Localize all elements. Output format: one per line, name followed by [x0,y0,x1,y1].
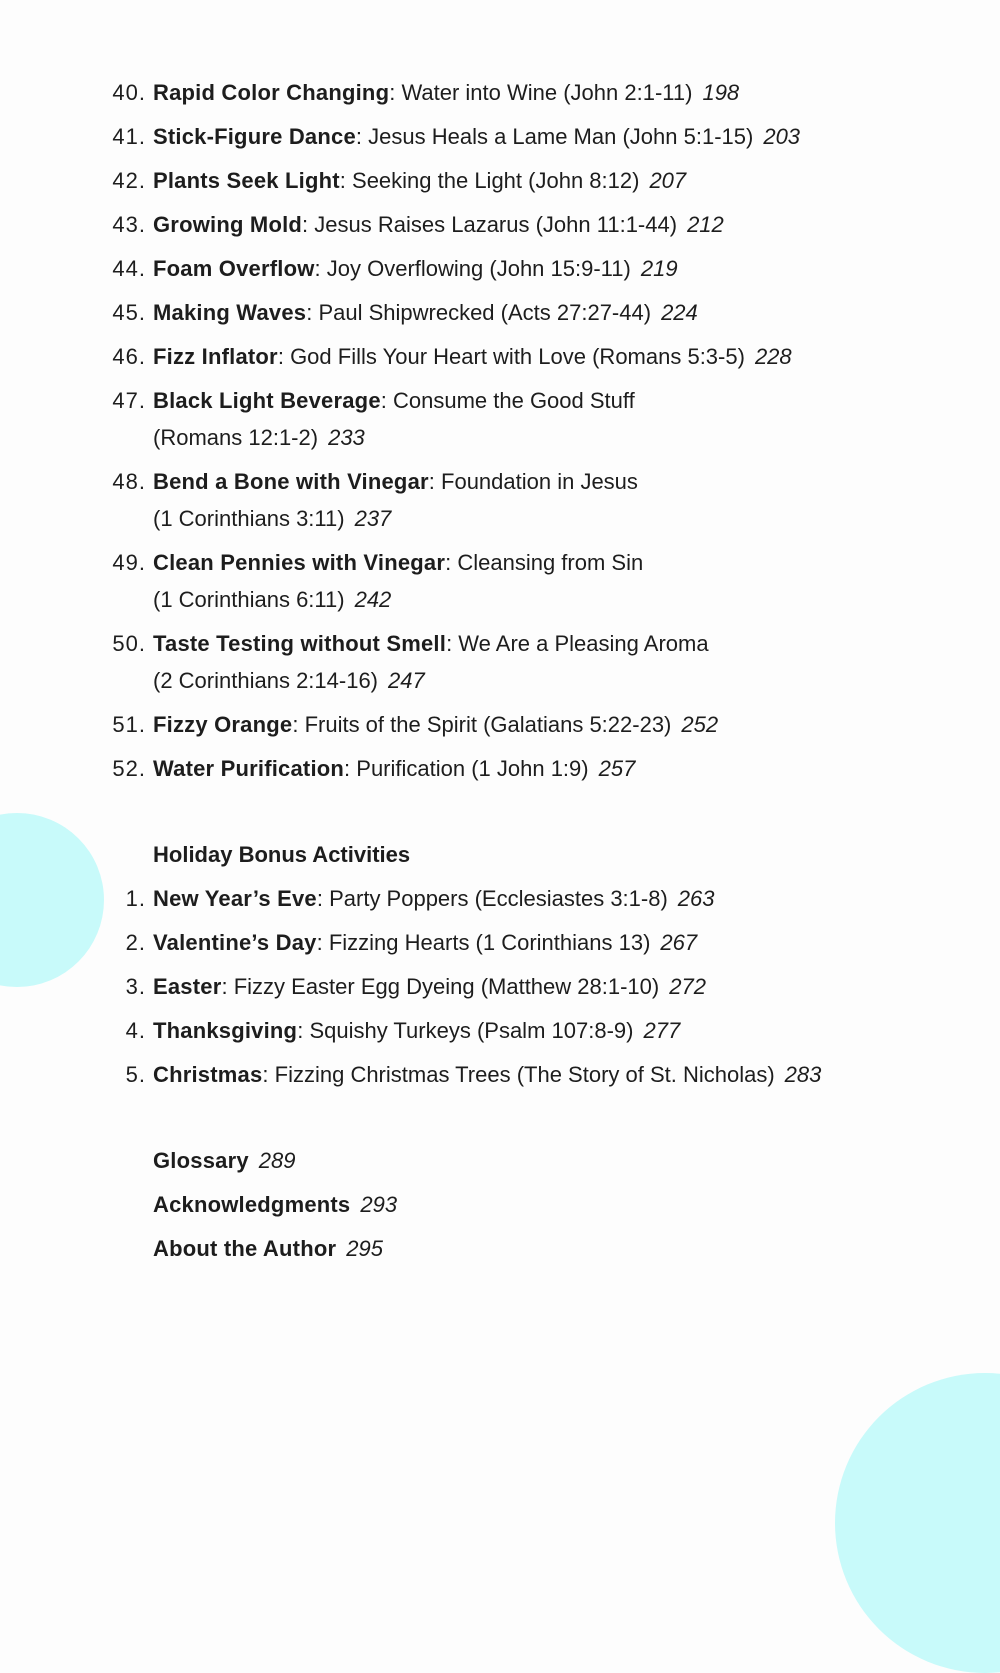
page-number: 289 [258,1148,296,1173]
entry-description-continued: (1 Corinthians 6:11) [153,587,345,612]
entry-title: Easter [153,974,222,999]
toc-entry: Clean Pennies with Vinegar: Cleansing from Sin [153,550,644,575]
toc-entry: Bend a Bone with Vinegar: Foundation in Jesus [153,469,638,494]
entry-title: Rapid Color Changing [153,80,390,105]
chapter-number: 44. [112,256,146,281]
entry-title: Making Waves [153,300,307,325]
page-number: 267 [660,930,698,955]
toc-entry: Plants Seek Light: Seeking the Light (John 8:12) 207 [153,168,687,193]
entry-description: Joy Overflowing (John 15:9-11) [326,256,631,281]
chapter-number: 47. [112,388,146,413]
chapter-number: 45. [112,300,146,325]
toc-entry-about-author [153,1235,383,1263]
page-number: 198 [702,80,740,105]
entry-title: Acknowledgments [153,1192,351,1217]
entry-description: Foundation in Jesus [441,469,638,494]
entry-description: Purification (1 John 1:9) [356,756,589,781]
entry-description: Seeking the Light (John 8:12) [352,168,640,193]
toc-entry: Easter: Fizzy Easter Egg Dyeing (Matthew 28:1-10) 272 [153,974,706,999]
toc-entry: Water Purification: Purification (1 John 1:9) 257 [153,756,636,781]
entry-description: Fizzing Christmas Trees (The Story of St. Nicholas) [274,1062,775,1087]
page-number: 247 [388,668,425,693]
chapter-number: 50. [112,631,146,656]
toc-entry-glossary [153,1147,296,1175]
page-number: 272 [669,974,706,999]
toc-entry-continuation [153,424,365,452]
page-number: 207 [649,168,687,193]
entry-title: Fizzy Orange [153,712,293,737]
entry-description: We Are a Pleasing Aroma [458,631,709,656]
page-number: 277 [643,1018,681,1043]
page-number: 242 [354,587,392,612]
item-number: 5. [125,1062,146,1087]
chapter-number: 52. [112,756,146,781]
entry-title: Black Light Beverage [153,388,381,413]
page-number: 295 [346,1236,383,1261]
chapter-number: 49. [112,550,146,575]
page-number: 224 [661,300,698,325]
toc-entry: Growing Mold: Jesus Raises Lazarus (John 11:1-44) 212 [153,212,724,237]
entry-description: Fizzy Easter Egg Dyeing (Matthew 28:1-10) [233,974,660,999]
entry-description: Consume the Good Stuff [392,388,635,413]
page-number: 228 [754,344,792,369]
toc-entry: Taste Testing without Smell: We Are a Pleasing Aroma [153,631,709,656]
entry-description: Fruits of the Spirit (Galatians 5:22-23) [304,712,672,737]
toc-entry-continuation [153,505,391,533]
entry-description: God Fills Your Heart with Love (Romans 5:3-5) [290,344,745,369]
chapter-number: 40. [112,80,146,105]
page-number: 212 [687,212,724,237]
page-number: 237 [354,506,392,531]
entry-title: Foam Overflow [153,256,315,281]
entry-description-continued: (1 Corinthians 3:11) [153,506,345,531]
entry-title: Valentine’s Day [153,930,317,955]
decorative-circle-left [0,813,104,987]
toc-entry: Thanksgiving: Squishy Turkeys (Psalm 107:8-9) 277 [153,1018,681,1043]
toc-entry: Christmas: Fizzing Christmas Trees (The Story of St. Nicholas) 283 [153,1062,822,1087]
chapter-number: 42. [112,168,146,193]
entry-title: Growing Mold [153,212,303,237]
entry-title: Plants Seek Light [153,168,340,193]
toc-entry: Making Waves: Paul Shipwrecked (Acts 27:27-44) 224 [153,300,698,325]
entry-title: Fizz Inflator [153,344,278,369]
entry-title: About the Author [153,1236,337,1261]
chapter-number: 48. [112,469,146,494]
entry-title: Taste Testing without Smell [153,631,447,656]
entry-title: Water Purification [153,756,345,781]
entry-description: Jesus Raises Lazarus (John 11:1-44) [314,212,678,237]
page-number: 257 [598,756,636,781]
page-number: 252 [681,712,719,737]
toc-entry-continuation [153,667,425,695]
page-number: 283 [784,1062,822,1087]
toc-entry: Stick-Figure Dance: Jesus Heals a Lame Man (John 5:1-15) 203 [153,124,801,149]
item-number: 3. [125,974,146,999]
chapter-number: 41. [112,124,146,149]
toc-entry: New Year’s Eve: Party Poppers (Ecclesiastes 3:1-8) 263 [153,886,715,911]
decorative-circle-right [835,1373,1000,1673]
entry-title: New Year’s Eve [153,886,317,911]
toc-entry-acknowledgments [153,1191,397,1219]
toc-entry: Fizzy Orange: Fruits of the Spirit (Galatians 5:22-23) 252 [153,712,719,737]
item-number: 1. [125,886,146,911]
entry-title: Christmas [153,1062,263,1087]
page-number: 219 [640,256,678,281]
toc-entry: Rapid Color Changing: Water into Wine (John 2:1-11) 198 [153,80,740,105]
entry-title: Thanksgiving [153,1018,298,1043]
entry-description: Paul Shipwrecked (Acts 27:27-44) [318,300,652,325]
chapter-number: 46. [112,344,146,369]
page-number: 203 [763,124,801,149]
toc-entry: Black Light Beverage: Consume the Good Stuff [153,388,635,413]
entry-description: Cleansing from Sin [457,550,644,575]
page-number: 293 [360,1192,398,1217]
entry-title: Bend a Bone with Vinegar [153,469,429,494]
toc-entry: Fizz Inflator: God Fills Your Heart with Love (Romans 5:3-5) 228 [153,344,792,369]
toc-entry: Valentine’s Day: Fizzing Hearts (1 Corinthians 13) 267 [153,930,698,955]
toc-entry: Foam Overflow: Joy Overflowing (John 15:9-11) 219 [153,256,678,281]
entry-description: Party Poppers (Ecclesiastes 3:1-8) [329,886,668,911]
entry-description: Water into Wine (John 2:1-11) [401,80,693,105]
entry-description: Squishy Turkeys (Psalm 107:8-9) [309,1018,634,1043]
section-heading: Holiday Bonus Activities [153,842,411,867]
entry-description-continued: (2 Corinthians 2:14-16) [153,668,379,693]
page-number: 263 [677,886,715,911]
item-number: 2. [125,930,146,955]
toc-entry-continuation [153,586,391,614]
entry-title: Clean Pennies with Vinegar [153,550,446,575]
chapter-number: 43. [112,212,146,237]
item-number: 4. [125,1018,146,1043]
page-number: 233 [328,425,365,450]
chapter-number: 51. [112,712,146,737]
entry-title: Stick-Figure Dance [153,124,356,149]
entry-description: Jesus Heals a Lame Man (John 5:1-15) [368,124,754,149]
entry-title: Glossary [153,1148,249,1173]
entry-description: Fizzing Hearts (1 Corinthians 13) [328,930,651,955]
entry-description-continued: (Romans 12:1-2) [153,425,319,450]
